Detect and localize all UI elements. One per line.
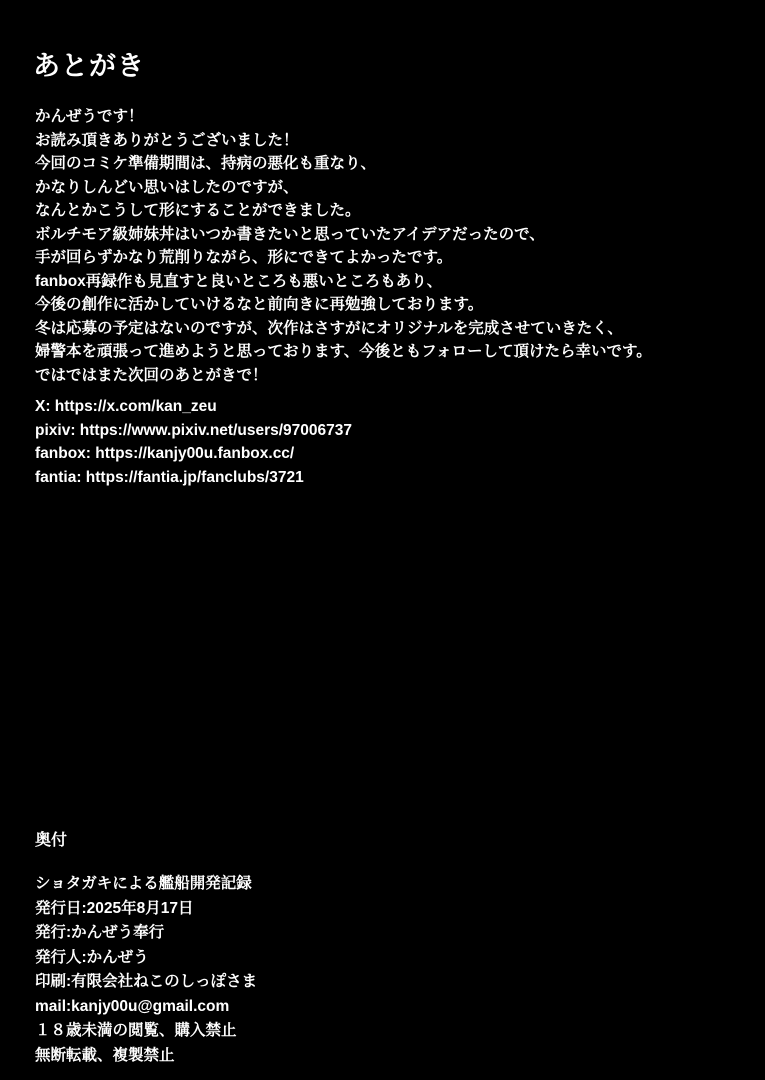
colophon-work-title: ショタガキによる艦船開発記録 [35, 875, 252, 892]
afterword-line: かんぜうです！ [35, 108, 144, 125]
afterword-line: 婦警本を頑張って進めようと思っております、今後ともフォローして頂けたら幸いです。 [35, 343, 652, 360]
link-pixiv[interactable]: pixiv: https://www.pixiv.net/users/97006737 [35, 421, 353, 439]
link-fanbox[interactable]: fanbox: https://kanjy00u.fanbox.cc/ [35, 445, 295, 462]
colophon-mail[interactable]: mail:kanjy00u@gmail.com [35, 997, 230, 1015]
link-x[interactable]: X: https://x.com/kan_zeu [35, 398, 217, 415]
afterword-line: 手が回らずかなり荒削りながら、形にできてよかったです。 [35, 249, 453, 266]
colophon-body [35, 872, 735, 1068]
afterword-line: お読み頂きありがとうございました！ [35, 131, 299, 149]
afterword-line: 今回のコミケ準備期間は、持病の悪化も重なり、 [35, 155, 377, 172]
colophon-copyright-notice: 無断転載、複製禁止 [35, 1046, 175, 1064]
afterword-body [35, 105, 735, 387]
colophon-publisher-person: 発行人:かんぜう [35, 948, 149, 966]
colophon-printer: 印刷:有限会社ねこのしっぽさま [35, 973, 258, 990]
colophon-publish-date: 発行日:2025年8月17日 [35, 899, 194, 917]
afterword-line: 冬は応募の予定はないのですが、次作はさすがにオリジナルを完成させていきたく、 [35, 319, 623, 337]
afterword-line: fanbox再録作も見直すと良いところも悪いところもあり、 [35, 272, 443, 290]
social-links [35, 395, 735, 489]
afterword-line: 今後の創作に活かしていけるなと前向きに再勉強しております。 [35, 296, 484, 313]
colophon-heading: 奥付 [35, 832, 68, 849]
afterword-line: なんとかこうして形にすることができました。 [35, 202, 361, 219]
link-fantia[interactable]: fantia: https://fantia.jp/fanclubs/3721 [35, 468, 304, 486]
page-title: あとがき [33, 51, 145, 81]
colophon-publisher: 発行:かんぜう奉行 [35, 924, 165, 941]
afterword-line: ではではまた次回のあとがきで！ [35, 366, 268, 384]
afterword-line: かなりしんどい思いはしたのですが、 [35, 178, 299, 196]
afterword-line: ボルチモア級姉妹丼はいつか書きたいと思っていたアイデアだったので、 [35, 225, 545, 243]
colophon-age-restriction: １８歳未満の閲覧、購入禁止 [35, 1022, 237, 1039]
